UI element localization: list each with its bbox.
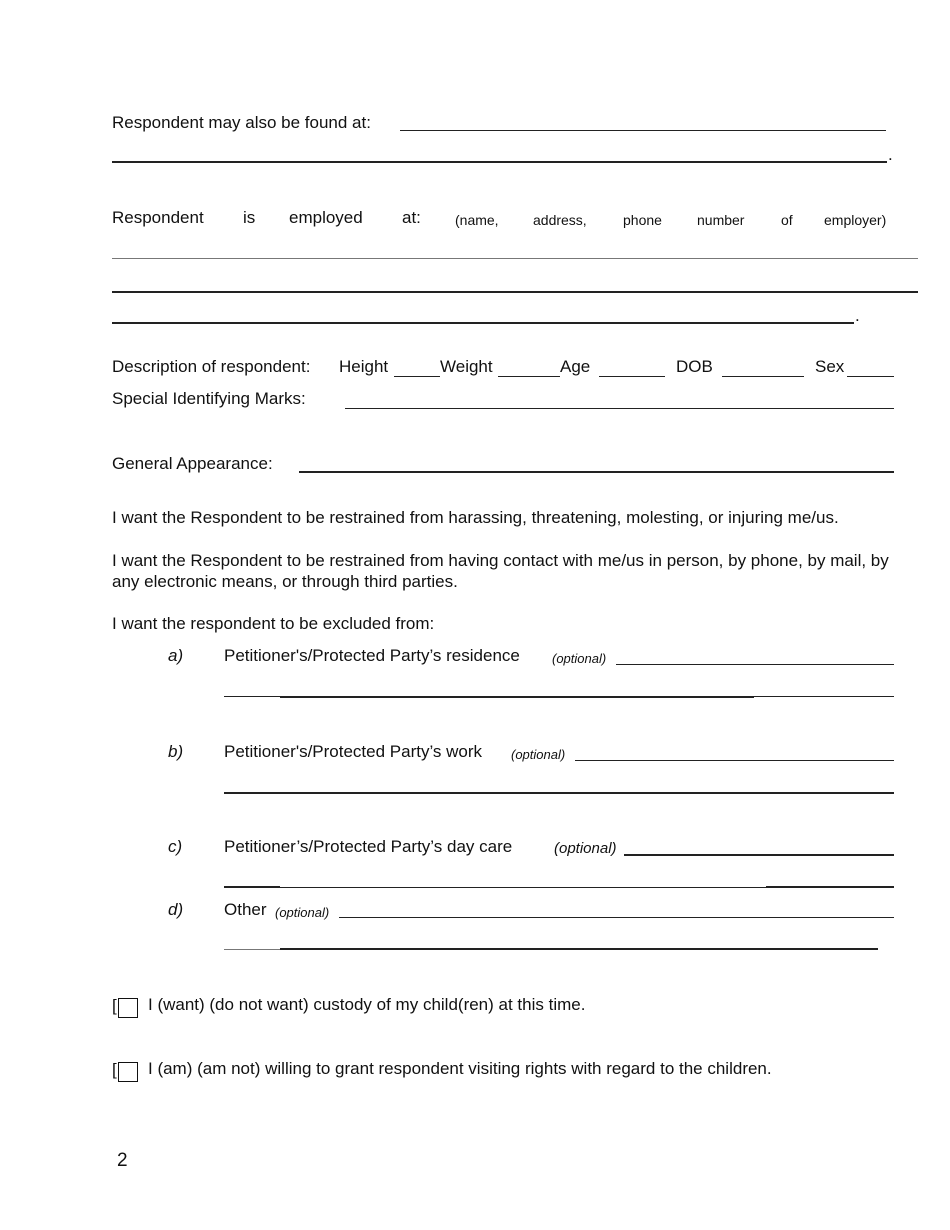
description-label: Description of respondent:	[112, 357, 311, 376]
exclude-other-label: Other	[224, 900, 267, 919]
marks-label: Special Identifying Marks:	[112, 389, 306, 408]
age-label: Age	[560, 357, 591, 376]
exclude-work-optional: (optional)	[511, 747, 566, 762]
other-field[interactable]	[339, 917, 894, 918]
employed-word-respondent: Respondent	[112, 208, 204, 227]
employer-field-line-2[interactable]	[112, 291, 918, 293]
appearance-label: General Appearance:	[112, 454, 273, 473]
employed-hint-number: number	[697, 212, 745, 228]
residence-field[interactable]	[616, 664, 894, 665]
custody-bracket: [	[112, 996, 117, 1015]
work-field-line-2[interactable]	[224, 792, 894, 794]
custody-checkbox[interactable]	[118, 998, 138, 1018]
weight-field[interactable]	[498, 376, 560, 377]
exclude-daycare-optional: (optional)	[554, 840, 617, 857]
exclude-work-label: Petitioner's/Protected Party’s work	[224, 742, 483, 761]
height-label: Height	[339, 357, 389, 376]
employed-hint-of: of	[781, 212, 793, 228]
marks-field[interactable]	[345, 408, 894, 409]
daycare-field-line-2-left	[224, 886, 280, 888]
found-at-field-line-2[interactable]	[112, 161, 887, 163]
found-at-field[interactable]	[400, 130, 886, 131]
other-field-line-2[interactable]	[280, 948, 878, 950]
exclude-other-optional: (optional)	[275, 905, 330, 920]
restrain-harassing-text: I want the Respondent to be restrained from harassing, threatening, molesting, or injuring me/us.	[112, 508, 839, 527]
exclude-residence-optional: (optional)	[552, 651, 607, 666]
sex-label: Sex	[815, 357, 845, 376]
dob-field[interactable]	[722, 376, 804, 377]
employed-hint-phone: phone	[623, 212, 662, 228]
other-field-line-2-left	[224, 949, 280, 950]
exclude-item-letter: d)	[168, 900, 184, 919]
sex-field[interactable]	[847, 376, 894, 377]
page-number: 2	[117, 1150, 128, 1171]
appearance-field[interactable]	[299, 471, 894, 473]
visiting-checkbox[interactable]	[118, 1062, 138, 1082]
residence-field-line-2-bold	[280, 696, 754, 698]
exclude-item-letter: c)	[168, 837, 183, 856]
employed-period: .	[855, 306, 860, 325]
exclude-intro: I want the respondent to be excluded from:	[112, 614, 435, 633]
restrain-contact-text: I want the Respondent to be restrained from having contact with me/us in person, by phone, by mail, by any electronic means, or through third parties.	[112, 551, 889, 591]
employed-hint-employer: employer)	[824, 212, 887, 228]
employed-hint-name: (name,	[455, 212, 499, 228]
dob-label: DOB	[676, 357, 713, 376]
exclude-item-letter: a)	[168, 646, 184, 665]
employer-field-line-1[interactable]	[112, 258, 918, 259]
employer-field-line-3[interactable]	[112, 322, 854, 324]
age-field[interactable]	[599, 376, 665, 377]
employed-hint-address: address,	[533, 212, 587, 228]
custody-text: I (want) (do not want) custody of my child(ren) at this time.	[148, 995, 586, 1014]
exclude-item-letter: b)	[168, 742, 184, 761]
exclude-residence-label: Petitioner's/Protected Party’s residence	[224, 646, 520, 665]
exclude-daycare-label: Petitioner’s/Protected Party’s day care	[224, 837, 513, 856]
weight-label: Weight	[440, 357, 493, 376]
employed-word-is: is	[243, 208, 256, 227]
work-field[interactable]	[575, 760, 894, 761]
visiting-bracket: [	[112, 1060, 117, 1079]
found-at-label: Respondent may also be found at:	[112, 113, 371, 132]
visiting-text: I (am) (am not) willing to grant respondent visiting rights with regard to the children.	[148, 1059, 772, 1078]
employed-word-at: at:	[402, 208, 421, 227]
employed-word-employed: employed	[289, 208, 363, 227]
daycare-field-line-2-right	[766, 886, 894, 888]
height-field[interactable]	[394, 376, 440, 377]
daycare-field[interactable]	[624, 854, 894, 856]
found-at-period: .	[888, 145, 893, 164]
